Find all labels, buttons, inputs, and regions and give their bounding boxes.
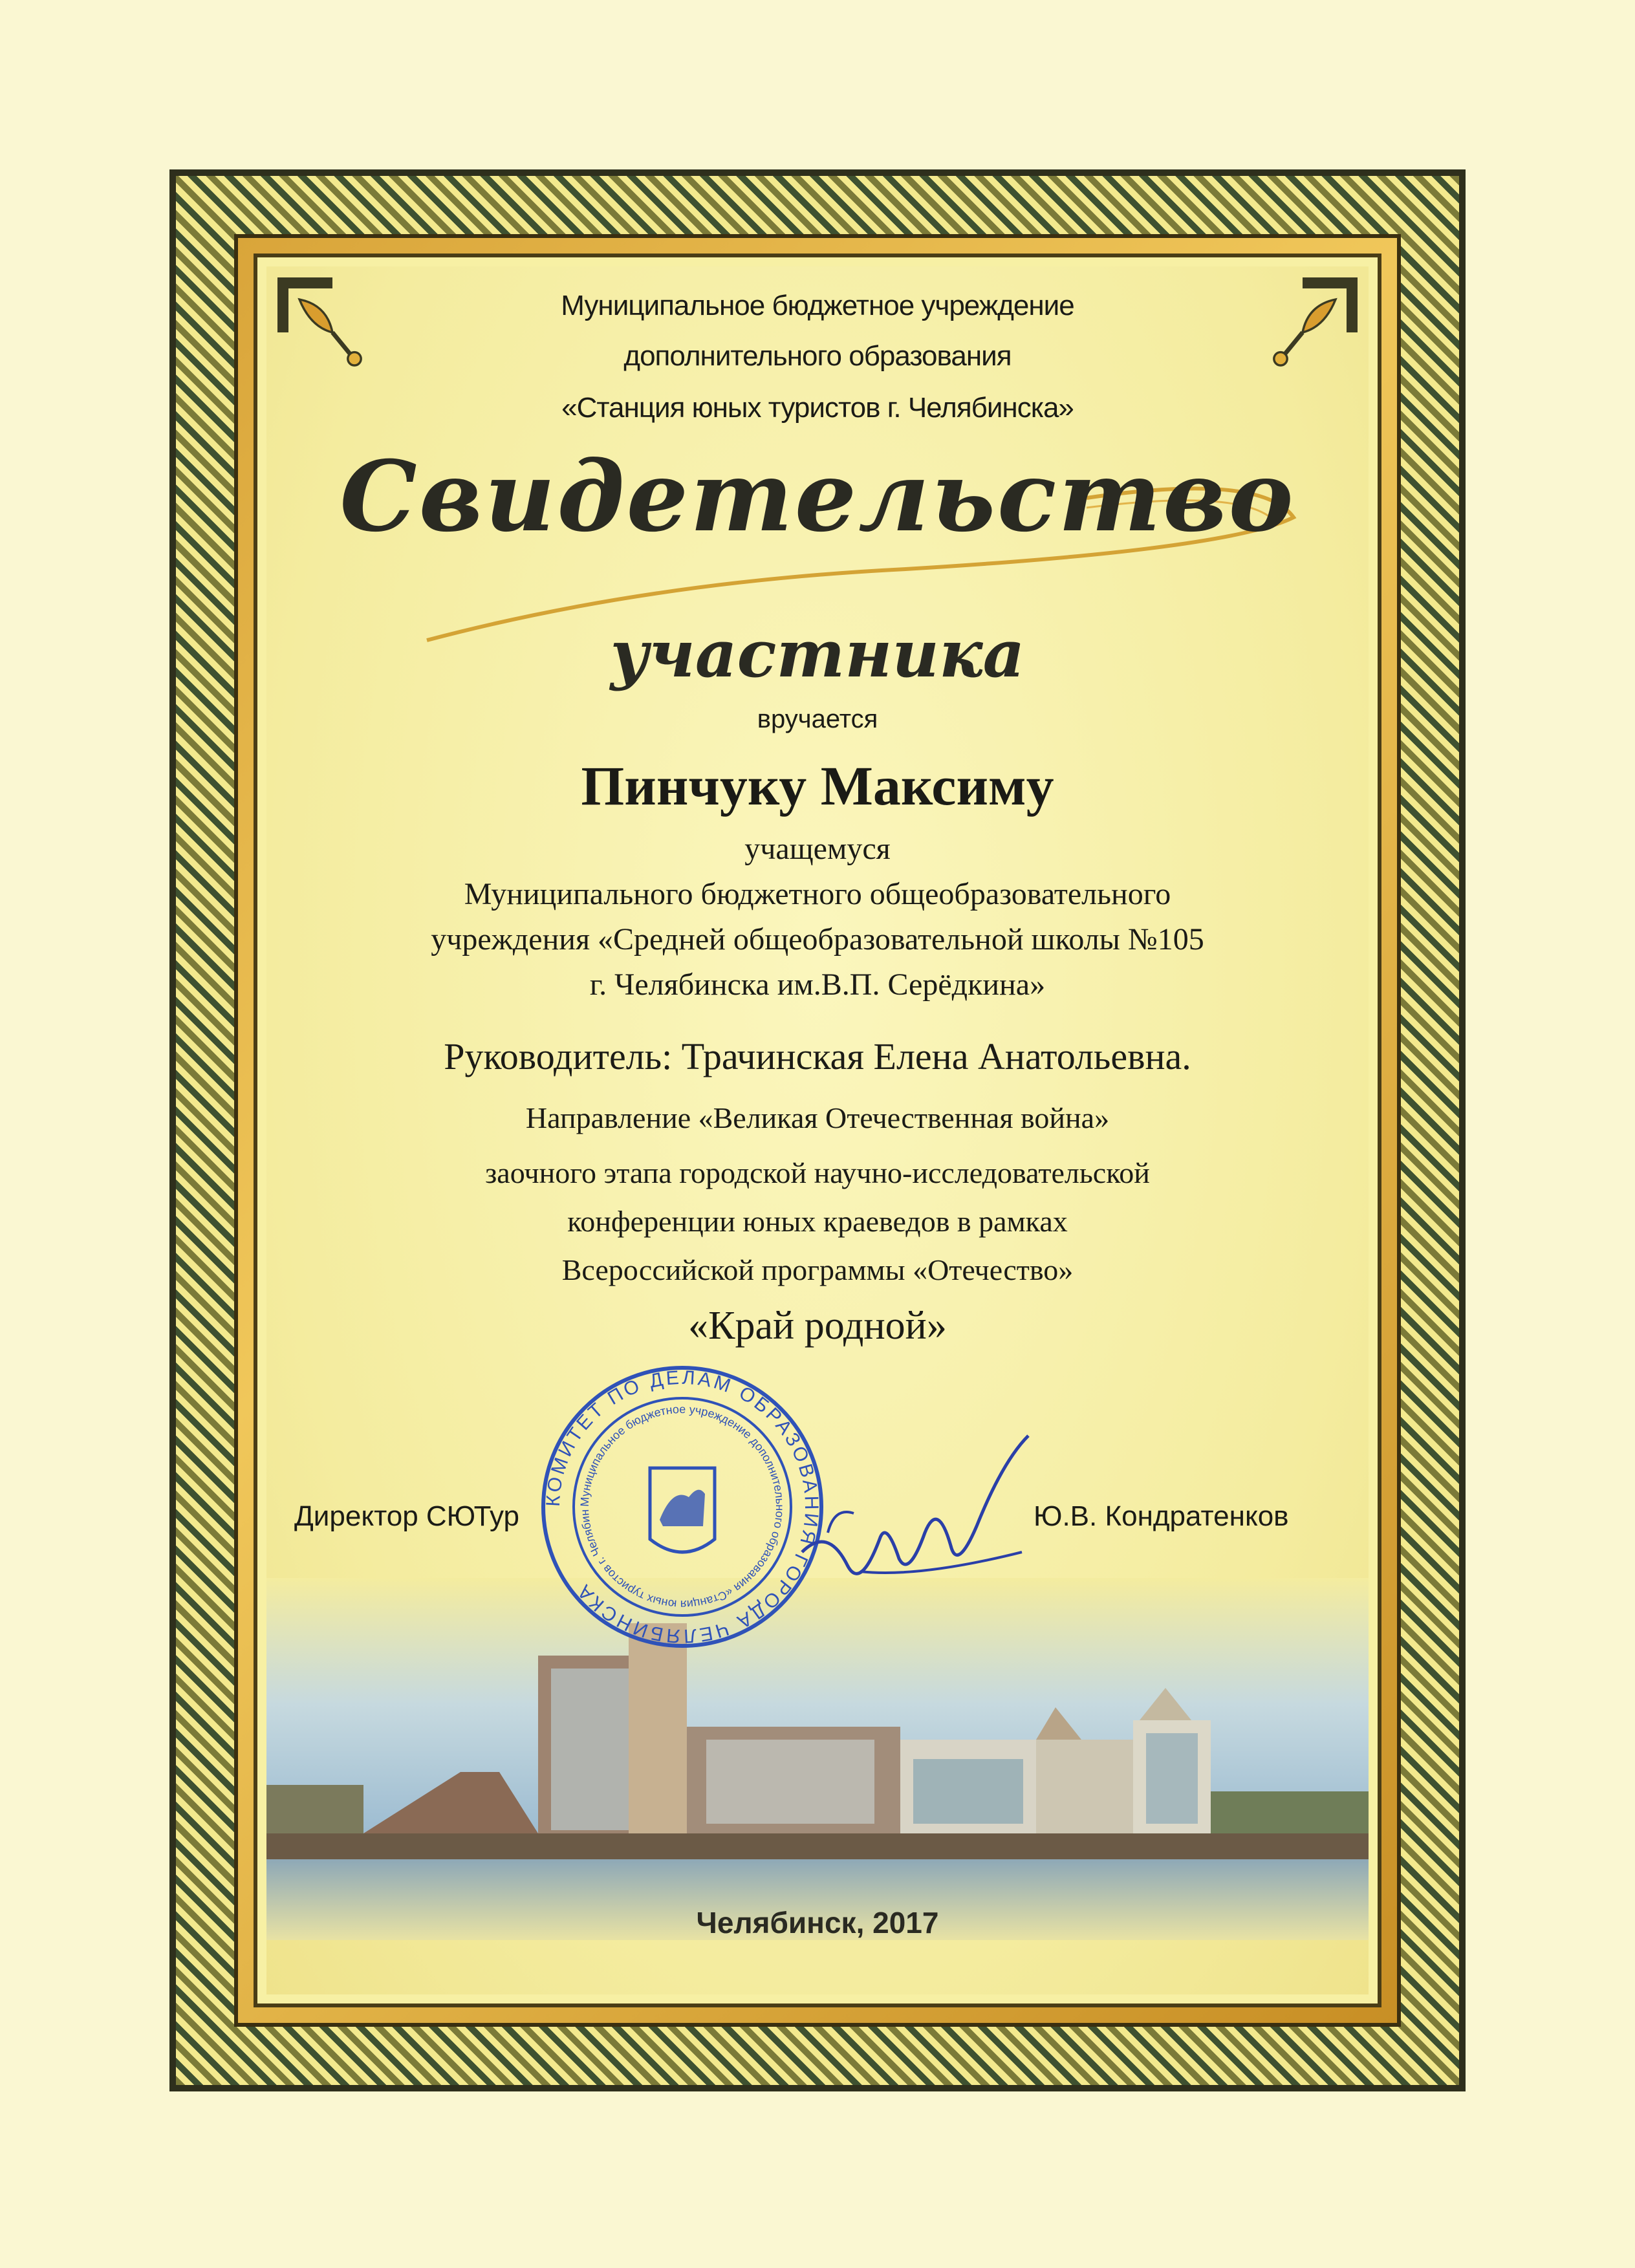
org-line-2: дополнительного образования [623,340,1012,372]
direction-line-3: конференции юных краеведов в рамках [567,1205,1068,1238]
signature-name: Ю.В. Кондратенков [1034,1500,1289,1532]
recipient-name: Пинчуку Максиму [581,755,1054,817]
school-line-2: учреждения «Средней общеобразовательной школы №105 [431,922,1204,956]
stamp-inner-text: Муниципальное бюджетное учреждение дополнительного образования «Станция юных туристов г. Челябин [578,1402,787,1612]
event-name: «Край родной» [688,1304,947,1348]
awarded-label: вручается [757,705,878,733]
direction-line-2: заочного этапа городской научно-исследовательской [485,1156,1150,1189]
signature-position: Директор СЮТур [294,1500,520,1532]
director-signature [789,1423,1048,1630]
official-stamp [534,1358,831,1656]
certificate-subtitle: участника [610,616,1025,692]
direction-line-4: Всероссийской программы «Отечество» [561,1253,1074,1286]
supervisor: Руководитель: Трачинская Елена Анатольевна. [444,1035,1191,1077]
stamp-outer-text: КОМИТЕТ ПО ДЕЛАМ ОБРАЗОВАНИЯ ГОРОДА ЧЕЛЯБИНСКА [542,1366,823,1647]
direction-line-1: Направление «Великая Отечественная война» [525,1101,1110,1134]
school-line-1: Муниципального бюджетного общеобразовательного [464,877,1171,911]
org-line-3: «Станция юных туристов г. Челябинска» [561,392,1074,424]
org-line-1: Муниципальное бюджетное учреждение [561,290,1074,321]
certificate-title: Свидетельство [340,440,1295,554]
school-line-3: г. Челябинска им.В.П. Серёдкина» [589,967,1046,1002]
place-and-year: Челябинск, 2017 [696,1906,939,1939]
recipient-role: учащемуся [744,832,891,866]
